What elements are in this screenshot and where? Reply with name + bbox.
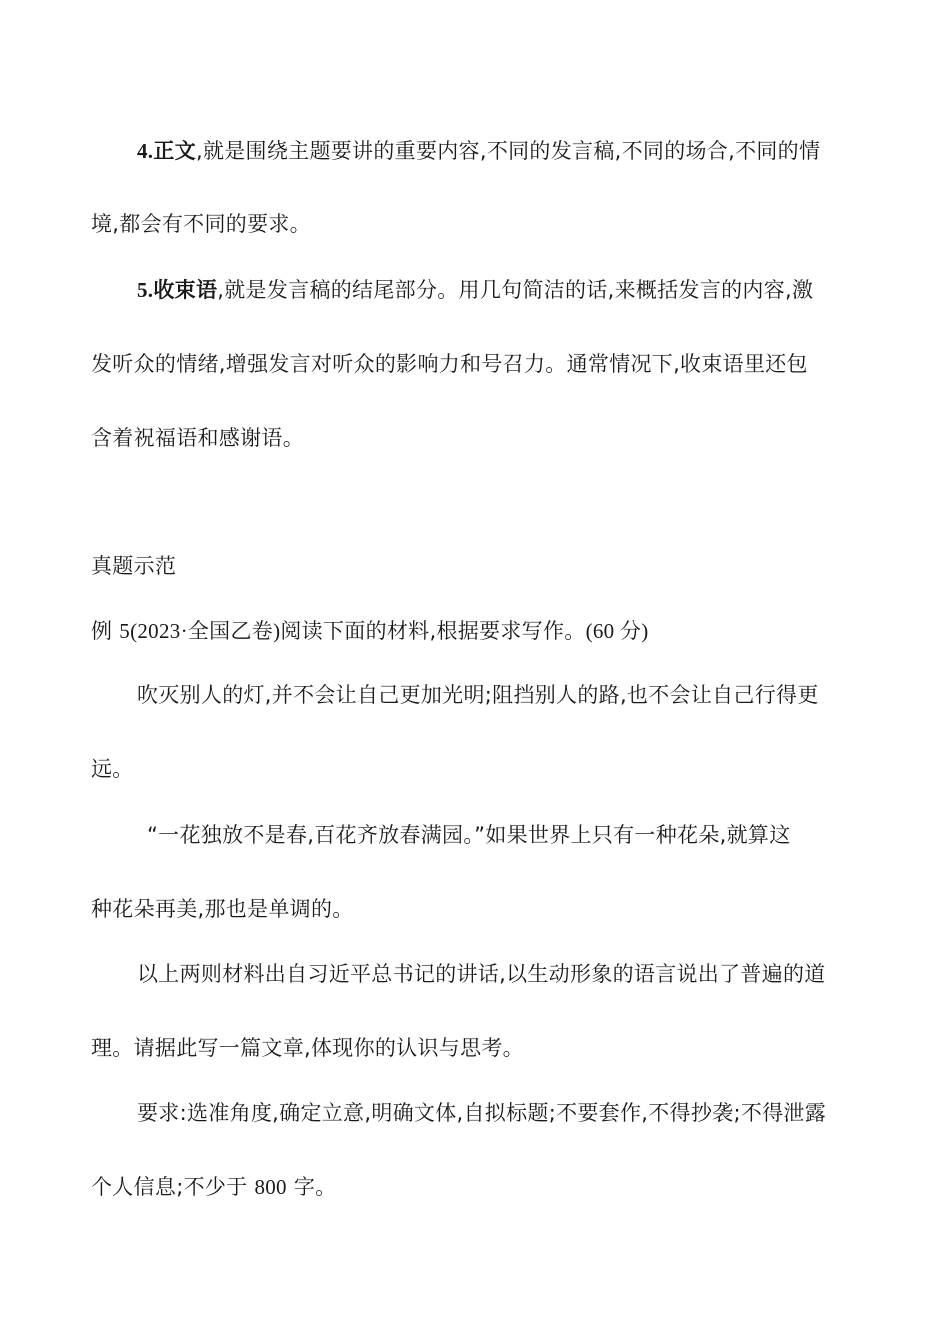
section-5-line-1 xyxy=(137,275,861,305)
material-1-line-2: 远。 xyxy=(91,757,134,781)
material-3-line-1: 以上两则材料出自习近平总书记的讲话,以生动形象的语言说出了普遍的道 xyxy=(137,962,826,986)
material-3-line-2: 理。请据此写一篇文章,体现你的认识与思考。 xyxy=(91,1036,524,1060)
requirements-text-b: 字。 xyxy=(286,1175,337,1199)
example-score: (60 分) xyxy=(585,619,649,643)
section-4-line-2: 境,都会有不同的要求。 xyxy=(91,212,311,236)
material-1-line-1: 吹灭别人的灯,并不会让自己更加光明;阻挡别人的路,也不会让自己行得更 xyxy=(137,683,819,707)
example-source: 5(2023·全国乙卷) xyxy=(119,619,281,643)
section-4-term: 正文 xyxy=(153,139,196,163)
section-heading: 真题示范 xyxy=(91,554,177,578)
example-prefix: 例 xyxy=(91,619,120,643)
material-2-line-2: 种花朵再美,那也是单调的。 xyxy=(91,897,354,921)
section-4-number: 4. xyxy=(137,139,154,163)
material-2-line-1: “一花独放不是春,百花齐放春满园。”如果世界上只有一种花朵,就算这 xyxy=(147,823,791,847)
example-line xyxy=(91,616,861,646)
section-5-text: ,就是发言稿的结尾部分。用几句简洁的话,来概括发言的内容,激 xyxy=(217,278,814,302)
requirements-word-count: 800 xyxy=(254,1175,287,1199)
requirements-line-2 xyxy=(91,1172,861,1202)
requirements-line-1: 要求:选准角度,确定立意,明确文体,自拟标题;不要套作,不得抄袭;不得泄露 xyxy=(137,1101,827,1125)
section-5-line-2: 发听众的情绪,增强发言对听众的影响力和号召力。通常情况下,收束语里还包 xyxy=(91,352,808,376)
section-4-line-1 xyxy=(137,136,861,166)
section-5-number: 5. xyxy=(137,278,154,302)
example-instruction: 阅读下面的材料,根据要求写作。 xyxy=(280,619,586,643)
section-5-line-3: 含着祝福语和感谢语。 xyxy=(91,426,304,450)
section-4-text: ,就是围绕主题要讲的重要内容,不同的发言稿,不同的场合,不同的情 xyxy=(195,139,821,163)
section-5-term: 收束语 xyxy=(153,278,218,302)
requirements-text-a: 个人信息;不少于 xyxy=(91,1175,255,1199)
